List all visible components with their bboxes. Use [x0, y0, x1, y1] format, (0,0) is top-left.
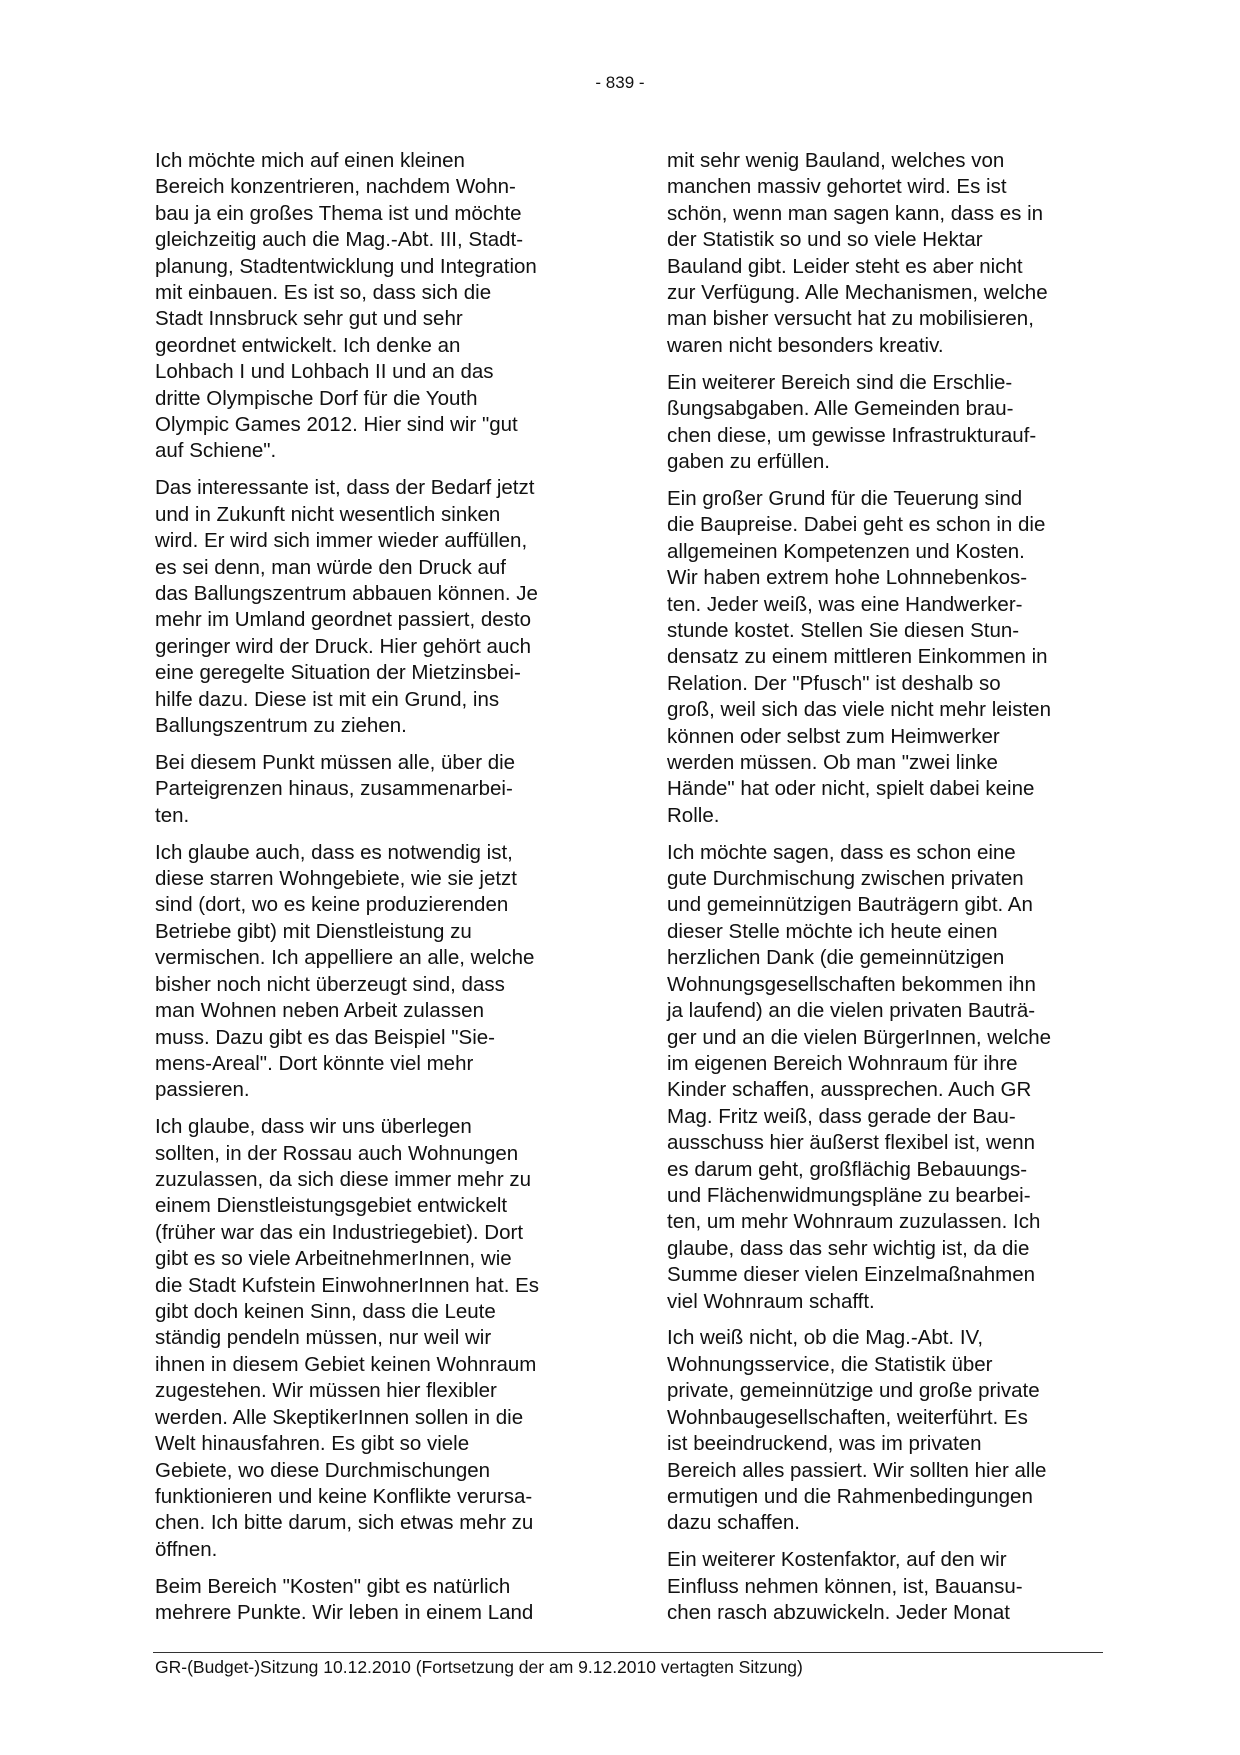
text-line: gute Durchmischung zwischen privaten — [667, 867, 1024, 891]
text-line: ja laufend) an die vielen privaten Bauträ- — [667, 999, 1036, 1023]
text-line: Ein weiterer Kostenfaktor, auf den wir — [667, 1548, 1007, 1572]
text-line: funktionieren und keine Konflikte verursa- — [155, 1484, 533, 1508]
text-line: ger und an die vielen BürgerInnen, welche — [667, 1025, 1052, 1049]
text-line: chen diese, um gewisse Infrastrukturauf- — [667, 423, 1037, 447]
text-line: im eigenen Bereich Wohnraum für ihre — [667, 1051, 1018, 1075]
paragraph — [155, 840, 595, 1104]
text-line: groß, weil sich das viele nicht mehr leisten — [667, 698, 1051, 722]
text-line: geringer wird der Druck. Hier gehört auch — [155, 634, 531, 658]
text-line: Rolle. — [667, 803, 720, 827]
text-line: glaube, dass das sehr wichtig ist, da die — [667, 1236, 1030, 1260]
text-line: zuzulassen, da sich diese immer mehr zu — [155, 1168, 531, 1192]
text-line: waren nicht besonders kreativ. — [667, 333, 944, 357]
paragraph — [155, 1574, 595, 1627]
text-line: Mag. Fritz weiß, dass gerade der Bau- — [667, 1104, 1016, 1128]
text-line: ihnen in diesem Gebiet keinen Wohnraum — [155, 1352, 537, 1376]
text-line: der Statistik so und so viele Hektar — [667, 228, 983, 252]
text-line: ten. — [155, 803, 190, 827]
text-line: bisher noch nicht überzeugt sind, dass — [155, 972, 505, 996]
text-line: Das interessante ist, dass der Bedarf jetzt — [155, 476, 535, 500]
text-line: mit einbauen. Es ist so, dass sich die — [155, 281, 492, 305]
text-line: werden müssen. Ob man "zwei linke — [667, 750, 998, 774]
text-line: manchen massiv gehortet wird. Es ist — [667, 175, 1007, 199]
text-line: Bereich alles passiert. Wir sollten hier alle — [667, 1458, 1047, 1482]
text-line: zugestehen. Wir müssen hier flexibler — [155, 1379, 497, 1403]
text-line: dieser Stelle möchte ich heute einen — [667, 919, 998, 943]
text-line: ausschuss hier äußerst flexibel ist, wenn — [667, 1131, 1036, 1155]
text-line: mehr im Umland geordnet passiert, desto — [155, 608, 532, 632]
text-line: Ich glaube, dass wir uns überlegen — [155, 1115, 472, 1139]
text-line: geordnet entwickelt. Ich denke an — [155, 333, 461, 357]
text-line: Betriebe gibt) mit Dienstleistung zu — [155, 919, 472, 943]
text-line: muss. Dazu gibt es das Beispiel "Sie- — [155, 1025, 495, 1049]
text-line: die Stadt Kufstein EinwohnerInnen hat. Es — [155, 1273, 540, 1297]
text-line: schön, wenn man sagen kann, dass es in — [667, 201, 1044, 225]
paragraph — [667, 486, 1107, 829]
text-line: werden. Alle SkeptikerInnen sollen in die — [155, 1405, 524, 1429]
text-line: Bauland gibt. Leider steht es aber nicht — [667, 254, 1023, 278]
paragraph — [155, 475, 595, 739]
text-line: gibt es so viele ArbeitnehmerInnen, wie — [155, 1247, 512, 1271]
left-text-column — [155, 148, 595, 1626]
right-text-column — [667, 148, 1107, 1626]
text-line: auf Schiene". — [155, 439, 277, 463]
text-line: densatz zu einem mittleren Einkommen in — [667, 645, 1048, 669]
text-line: Wohnbaugesellschaften, weiterführt. Es — [667, 1405, 1028, 1429]
text-line: mehrere Punkte. Wir leben in einem Land — [155, 1601, 534, 1625]
footer-session-note: GR-(Budget-)Sitzung 10.12.2010 (Fortsetzung der am 9.12.2010 vertagten Sitzung) — [155, 1657, 803, 1677]
text-line: Relation. Der "Pfusch" ist deshalb so — [667, 671, 1001, 695]
text-line: Wohnungsservice, die Statistik über — [667, 1352, 993, 1376]
page-number: - 839 - — [595, 73, 645, 92]
text-line: vermischen. Ich appelliere an alle, welche — [155, 946, 535, 970]
paragraph — [667, 148, 1107, 359]
text-line: diese starren Wohngebiete, wie sie jetzt — [155, 867, 517, 891]
text-line: gaben zu erfüllen. — [667, 449, 830, 473]
text-line: Stadt Innsbruck sehr gut und sehr — [155, 307, 463, 331]
text-line: ist beeindruckend, was im privaten — [667, 1432, 982, 1456]
text-line: private, gemeinnützige und große private — [667, 1379, 1040, 1403]
text-line: und in Zukunft nicht wesentlich sinken — [155, 502, 501, 526]
text-line: Summe dieser vielen Einzelmaßnahmen — [667, 1263, 1036, 1287]
text-line: dritte Olympische Dorf für die Youth — [155, 386, 478, 410]
text-line: zur Verfügung. Alle Mechanismen, welche — [667, 281, 1048, 305]
text-line: mit sehr wenig Bauland, welches von — [667, 149, 1005, 172]
text-line: Ich glaube auch, dass es notwendig ist, — [155, 840, 513, 864]
text-line: Ein weiterer Bereich sind die Erschlie- — [667, 370, 1013, 394]
text-line: man bisher versucht hat zu mobilisieren, — [667, 307, 1034, 331]
footer-divider — [153, 1652, 1103, 1653]
paragraph — [155, 148, 595, 465]
text-line: chen. Ich bitte darum, sich etwas mehr zu — [155, 1511, 534, 1535]
text-line: (früher war das ein Industriegebiet). Dort — [155, 1220, 524, 1244]
text-line: bau ja ein großes Thema ist und möchte — [155, 201, 522, 225]
text-line: stunde kostet. Stellen Sie diesen Stun- — [667, 618, 1020, 642]
text-line: sind (dort, wo es keine produzierenden — [155, 893, 509, 917]
text-line: Ich weiß nicht, ob die Mag.-Abt. IV, — [667, 1326, 984, 1350]
text-line: Wir haben extrem hohe Lohnnebenkos- — [667, 566, 1028, 590]
text-line: gleichzeitig auch die Mag.-Abt. III, Stadt- — [155, 228, 524, 252]
text-line: hilfe dazu. Diese ist mit ein Grund, ins — [155, 687, 500, 711]
text-line: Ballungszentrum zu ziehen. — [155, 714, 407, 738]
text-line: gibt doch keinen Sinn, dass die Leute — [155, 1300, 496, 1324]
text-line: sollten, in der Rossau auch Wohnungen — [155, 1141, 519, 1165]
text-line: Lohbach I und Lohbach II und an das — [155, 360, 494, 384]
text-line: Bei diesem Punkt müssen alle, über die — [155, 750, 516, 774]
text-line: Hände" hat oder nicht, spielt dabei keine — [667, 777, 1035, 801]
text-line: chen rasch abzuwickeln. Jeder Monat — [667, 1601, 1010, 1625]
text-line: Ich möchte sagen, dass es schon eine — [667, 840, 1016, 864]
text-line: Olympic Games 2012. Hier sind wir "gut — [155, 413, 518, 437]
text-line: mens-Areal". Dort könnte viel mehr — [155, 1051, 474, 1075]
paragraph — [155, 1114, 595, 1563]
text-line: und gemeinnützigen Bauträgern gibt. An — [667, 893, 1033, 917]
text-line: das Ballungszentrum abbauen können. Je — [155, 582, 538, 605]
text-line: man Wohnen neben Arbeit zulassen — [155, 999, 484, 1023]
text-line: Wohnungsgesellschaften bekommen ihn — [667, 972, 1036, 996]
paragraph — [667, 840, 1107, 1315]
paragraph — [155, 750, 595, 829]
text-line: ständig pendeln müssen, nur weil wir — [155, 1326, 492, 1350]
text-line: allgemeinen Kompetenzen und Kosten. — [667, 539, 1025, 563]
paragraph — [667, 1325, 1107, 1536]
text-line: und Flächenwidmungspläne zu bearbei- — [667, 1183, 1031, 1207]
text-line: öffnen. — [155, 1537, 218, 1561]
text-line: herzlichen Dank (die gemeinnützigen — [667, 946, 1005, 970]
text-line: planung, Stadtentwicklung und Integration — [155, 254, 537, 278]
text-line: viel Wohnraum schafft. — [667, 1289, 875, 1313]
text-line: Gebiete, wo diese Durchmischungen — [155, 1458, 491, 1482]
text-line: Kinder schaffen, aussprechen. Auch GR — [667, 1078, 1032, 1102]
text-line: wird. Er wird sich immer wieder auffüllen, — [155, 529, 528, 553]
text-line: können oder selbst zum Heimwerker — [667, 724, 1000, 748]
text-line: ten, um mehr Wohnraum zuzulassen. Ich — [667, 1210, 1041, 1234]
text-line: es darum geht, großflächig Bebauungs- — [667, 1157, 1028, 1181]
text-line: dazu schaffen. — [667, 1511, 800, 1535]
text-line: Einfluss nehmen können, ist, Bauansu- — [667, 1574, 1023, 1598]
paragraph — [667, 370, 1107, 476]
text-line: die Baupreise. Dabei geht es schon in die — [667, 513, 1046, 537]
paragraph — [667, 1547, 1107, 1626]
text-line: passieren. — [155, 1078, 250, 1102]
text-line: Ein großer Grund für die Teuerung sind — [667, 486, 1023, 510]
text-line: ßungsabgaben. Alle Gemeinden brau- — [667, 397, 1014, 421]
text-line: ten. Jeder weiß, was eine Handwerker- — [667, 592, 1023, 616]
text-line: Beim Bereich "Kosten" gibt es natürlich — [155, 1574, 511, 1598]
text-line: Parteigrenzen hinaus, zusammenarbei- — [155, 777, 513, 801]
text-line: Welt hinausfahren. Es gibt so viele — [155, 1432, 470, 1456]
text-line: ermutigen und die Rahmenbedingungen — [667, 1484, 1033, 1508]
text-line: es sei denn, man würde den Druck auf — [155, 555, 506, 579]
text-line: Ich möchte mich auf einen kleinen — [155, 149, 465, 172]
text-line: einem Dienstleistungsgebiet entwickelt — [155, 1194, 508, 1218]
text-line: eine geregelte Situation der Mietzinsbei- — [155, 661, 521, 685]
text-line: Bereich konzentrieren, nachdem Wohn- — [155, 175, 516, 199]
